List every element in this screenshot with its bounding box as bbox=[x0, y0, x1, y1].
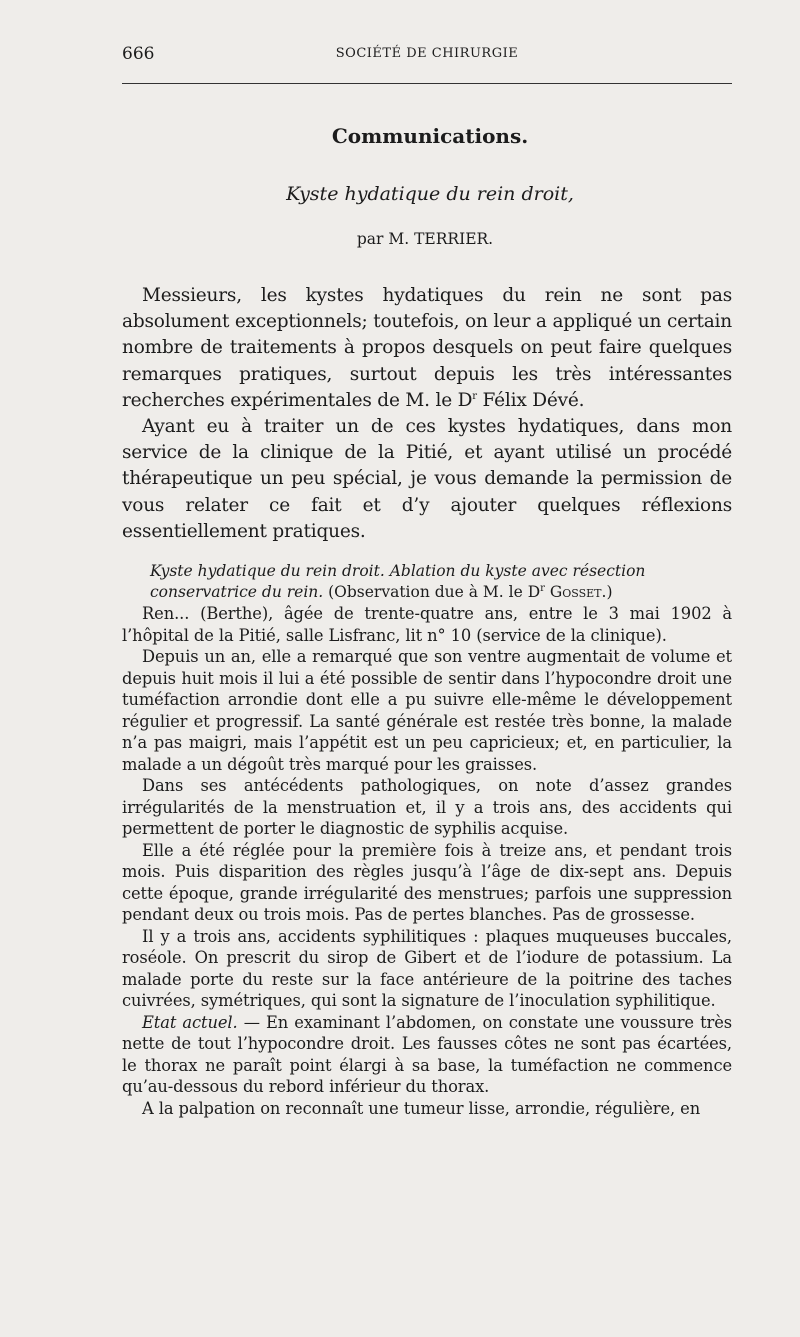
article-author: par M. TERRIER. bbox=[356, 230, 494, 248]
article-title: Kyste hydatique du rein droit, bbox=[286, 183, 574, 205]
running-head bbox=[122, 44, 732, 66]
observation-title bbox=[150, 561, 710, 603]
superscript: r bbox=[472, 390, 477, 402]
intro-p1-text: Messieurs, les kystes hydatiques du rein ne sont pas absolument exceptionnels; toutefois, on leur a appliqué un certain nombre de traitements à propos desquels on peut faire quelques remarques pratiques, surtout depuis les très intéressantes recherches expérimentales de M. le D bbox=[122, 285, 732, 411]
journal-title: SOCIÉTÉ DE CHIRURGIE bbox=[335, 46, 519, 61]
observation-paragraph-7: A la palpation on reconnaît une tumeur lisse, arrondie, régulière, en bbox=[142, 1098, 701, 1118]
observation-title-italic: Kyste hydatique du rein droit. Ablation du kyste avec résection conservatrice du rein. bbox=[150, 562, 646, 601]
observation-paragraph-2: Depuis un an, elle a remarqué que son ventre augmentait de volume et depuis huit mois il lui a été possible de sentir dans l’hypocondre droit une tuméfaction arrondie dont elle a pu suivre elle-même le développement régulier et progressif. La santé générale est restée très bonne, la malade n’a pas maigri, mais l’appétit est un peu capricieux; et, en particulier, la malade a un dégoût très marqué pour les graisses. bbox=[122, 647, 732, 774]
observation-p6-text: — En examinant l’abdomen, on constate une voussure très nette de tout l’hypocondre droit. Les fausses côtes ne sont pas écartées, le thorax ne paraît point élargi à sa base, la tuméfaction ne commence qu’au-dessous du rebord inférieur du thorax. bbox=[122, 1012, 732, 1096]
observation-paragraph-5: Il y a trois ans, accidents syphilitiques : plaques muqueuses buccales, roséole. On prescrit du sirop de Gibert et de l’iodure de potassium. La malade porte du reste sur la face antérieure de la poitrine des taches cuivrées, symétriques, qui sont la signature de l’inoculation syphilitique. bbox=[122, 926, 732, 1010]
intro-p1-end: Félix Dévé. bbox=[476, 389, 585, 411]
section-title: Communications. bbox=[331, 124, 529, 148]
superscript: r bbox=[540, 582, 545, 594]
etat-actuel-label: Etat actuel. bbox=[142, 1012, 238, 1032]
observation-paragraph-4: Elle a été réglée pour la première fois à treize ans, et pendant trois mois. Puis disparition des règles jusqu’à l’âge de dix-sept ans. Depuis cette époque, grande irrégularité des menstrues; parfois une suppression pendant deux ou trois mois. Pas de pertes blanches. Pas de grossesse. bbox=[122, 840, 732, 924]
page-number: 666 bbox=[122, 44, 155, 64]
observation-paragraph-1: Ren... (Berthe), âgée de trente-quatre ans, entre le 3 mai 1902 à l’hôpital de la Pitié, salle Lisfranc, lit n° 10 (service de la clinique). bbox=[122, 604, 732, 645]
observation-text bbox=[122, 603, 732, 1119]
observation-title-plain: (Observation due à M. le D bbox=[323, 583, 541, 601]
intro-paragraph-2: Ayant eu à traiter un de ces kystes hydatiques, dans mon service de la clinique de la Pitié, et ayant utilisé un procédé thérapeutique un peu spécial, je vous demande la permission de vous relater ce fait et d’y ajouter quelques réflexions essentiellement pratiques. bbox=[122, 416, 732, 542]
intro-paragraph-1 bbox=[122, 283, 732, 414]
observation-title-end: .) bbox=[601, 583, 613, 601]
intro-text bbox=[122, 283, 732, 545]
observer-name: Gosset bbox=[549, 583, 602, 601]
observation-paragraph-3: Dans ses antécédents pathologiques, on note d’assez grandes irrégularités de la menstruation et, il y a trois ans, des accidents qui permettent de porter le diagnostic de syphilis acquise. bbox=[122, 776, 732, 838]
header-rule bbox=[122, 83, 732, 84]
observation-paragraph-6 bbox=[122, 1012, 732, 1098]
